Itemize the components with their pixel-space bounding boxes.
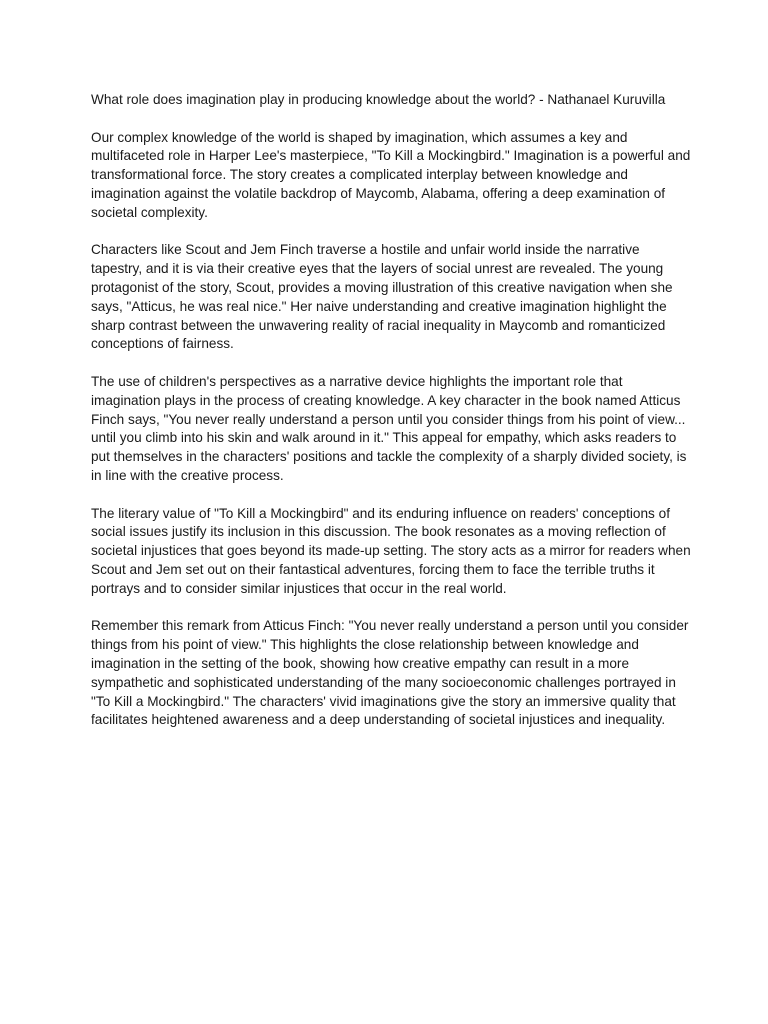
document-title: What role does imagination play in producing knowledge about the world? - Nathanael Kuruvilla [91,92,666,107]
paragraph-5: Remember this remark from Atticus Finch: "You never really understand a person until you consider things from his point of view." This highlights the close relationship between knowledge and imagination in the setting of the book, showing how creative empathy can result in a more sympathetic and sophisticated understanding of the many socioeconomic challenges portrayed in "To Kill a Mockingbird." The characters' vivid imaginations give the story an immersive quality that facilitates heightened awareness and a deep understanding of societal injustices and inequality. [91,618,689,728]
paragraph-4: The literary value of "To Kill a Mockingbird" and its enduring influence on readers' conceptions of social issues justify its inclusion in this discussion. The book resonates as a moving reflection of societal injustices that goes beyond its made-up setting. The story acts as a mirror for readers when Scout and Jem set out on their fantastical adventures, forcing them to face the terrible truths it portrays and to consider similar injustices that occur in the real world. [91,505,691,596]
paragraph-1: Our complex knowledge of the world is shaped by imagination, which assumes a key and multifaceted role in Harper Lee's masterpiece, "To Kill a Mockingbird." Imagination is a powerful and transformational force. The story creates a complicated interplay between knowledge and imagination against the volatile backdrop of Maycomb, Alabama, offering a deep examination of societal complexity. [91,129,691,220]
document-body [91,91,691,749]
paragraph-2: Characters like Scout and Jem Finch traverse a hostile and unfair world inside the narrative tapestry, and it is via their creative eyes that the layers of social unrest are revealed. The young protagonist of the story, Scout, provides a moving illustration of this creative navigation when she says, "Atticus, he was real nice." Her naive understanding and creative imagination highlight the sharp contrast between the unwavering reality of racial inequality in Maycomb and romanticized conceptions of fairness. [91,242,673,352]
paragraph-3: The use of children's perspectives as a narrative device highlights the important role that imagination plays in the process of creating knowledge. A key character in the book named Atticus Finch says, "You never really understand a person until you consider things from his point of view... until you climb into his skin and walk around in it." This appeal for empathy, which asks readers to put themselves in the characters' positions and tackle the complexity of a sharply divided society, is in line with the creative process. [91,373,687,483]
